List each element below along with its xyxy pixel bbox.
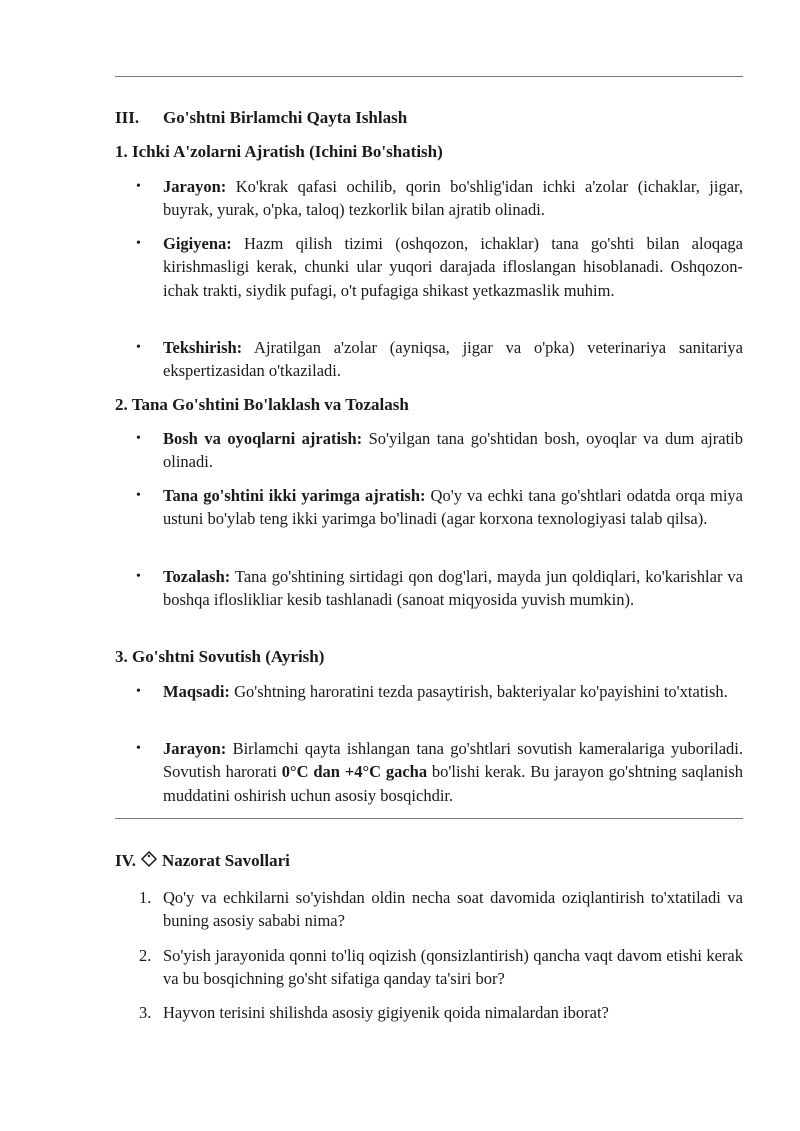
question-item: 3. Hayvon terisini shilishda asosiy gigiyenik qoida nimalardan iborat?: [139, 1003, 609, 1022]
list-item: • Tozalash: Tana go'shtining sirtidagi qon dog'lari, mayda jun qoldiqlari, ko'karishlar va boshqa ifloslikliar kesib tashlanadi (sanoat miqyosida yuvish mumkin).: [136, 567, 743, 610]
bullet: •: [136, 569, 141, 584]
list-item: • Gigiyena: Hazm qilish tizimi (oshqozon, ichaklar) tana go'shti bilan aloqaga kirishmasligi kerak, chunki ular yuqori darajada ifloslangan hisoblanadi. Oshqozon-ichak trakti, siydik pufagi, o't pufagiga shikast yetkazmaslik muhim.: [136, 234, 743, 300]
bullet: •: [136, 236, 141, 251]
bullet: •: [136, 741, 141, 756]
bullet: •: [136, 488, 141, 503]
subsection-1-heading: 1. Ichki A'zolarni Ajratish (Ichini Bo'shatish): [115, 142, 443, 161]
section-4-title: IV. Nazorat Savollari: [115, 850, 290, 874]
bullet: •: [136, 684, 141, 699]
list-item: • Bosh va oyoqlarni ajratish: So'yilgan tana go'shtidan bosh, oyoqlar va dum ajratib olinadi.: [136, 429, 744, 472]
bullet: •: [136, 340, 141, 355]
subsection-3-heading: 3. Go'shtni Sovutish (Ayrish): [115, 647, 325, 666]
question-item: 1. Qo'y va echkilarni so'yishdan oldin necha soat davomida oziqlantirish to'xtatiladi va buning asosiy sababi nima?: [139, 888, 743, 931]
list-item: • Jarayon: Birlamchi qayta ishlangan tana go'shtlari sovutish kameralariga yuboriladi. Sovutish harorati 0°C dan +4°C gacha bo'lishi kerak. Bu jarayon go'shtning saqlanish muddatini oshirish uchun asosiy bosqichdir.: [136, 739, 743, 805]
list-item: • Maqsadi: Go'shtning haroratini tezda pasaytirish, bakteriyalar ko'payishini to'xtatish.: [115, 680, 743, 703]
diamond-tag-icon: [140, 850, 158, 874]
question-item: 2. So'yish jarayonida qonni to'liq oqizish (qonsizlantirish) qancha vaqt davom etishi kerak va bu bosqichning go'sht sifatiga qanday ta'siri bor?: [139, 946, 743, 989]
bullet: •: [136, 431, 141, 446]
section-divider: [115, 818, 743, 819]
list-item: • Tekshirish: Ajratilgan a'zolar (ayniqsa, jigar va o'pka) veterinariya sanitariya ekspertizasidan o'tkaziladi.: [136, 338, 743, 381]
list-item: • Jarayon: Ko'krak qafasi ochilib, qorin bo'shlig'idan ichki a'zolar (ichaklar, jigar, buyrak, yurak, o'pka, taloq) tezkorlik bilan ajratib olinadi.: [136, 177, 743, 220]
section-3-title: III. Go'shtni Birlamchi Qayta Ishlash: [115, 108, 408, 127]
bullet: •: [136, 179, 141, 194]
list-item: • Tana go'shtini ikki yarimga ajratish: Qo'y va echki tana go'shtlari odatda orqa miya ustuni bo'ylab teng ikki yarimga bo'linadi (agar korxona texnologiyasi talab qilsa).: [136, 486, 743, 529]
top-divider: [115, 76, 743, 77]
subsection-2-heading: 2. Tana Go'shtini Bo'laklash va Tozalash: [115, 395, 409, 414]
